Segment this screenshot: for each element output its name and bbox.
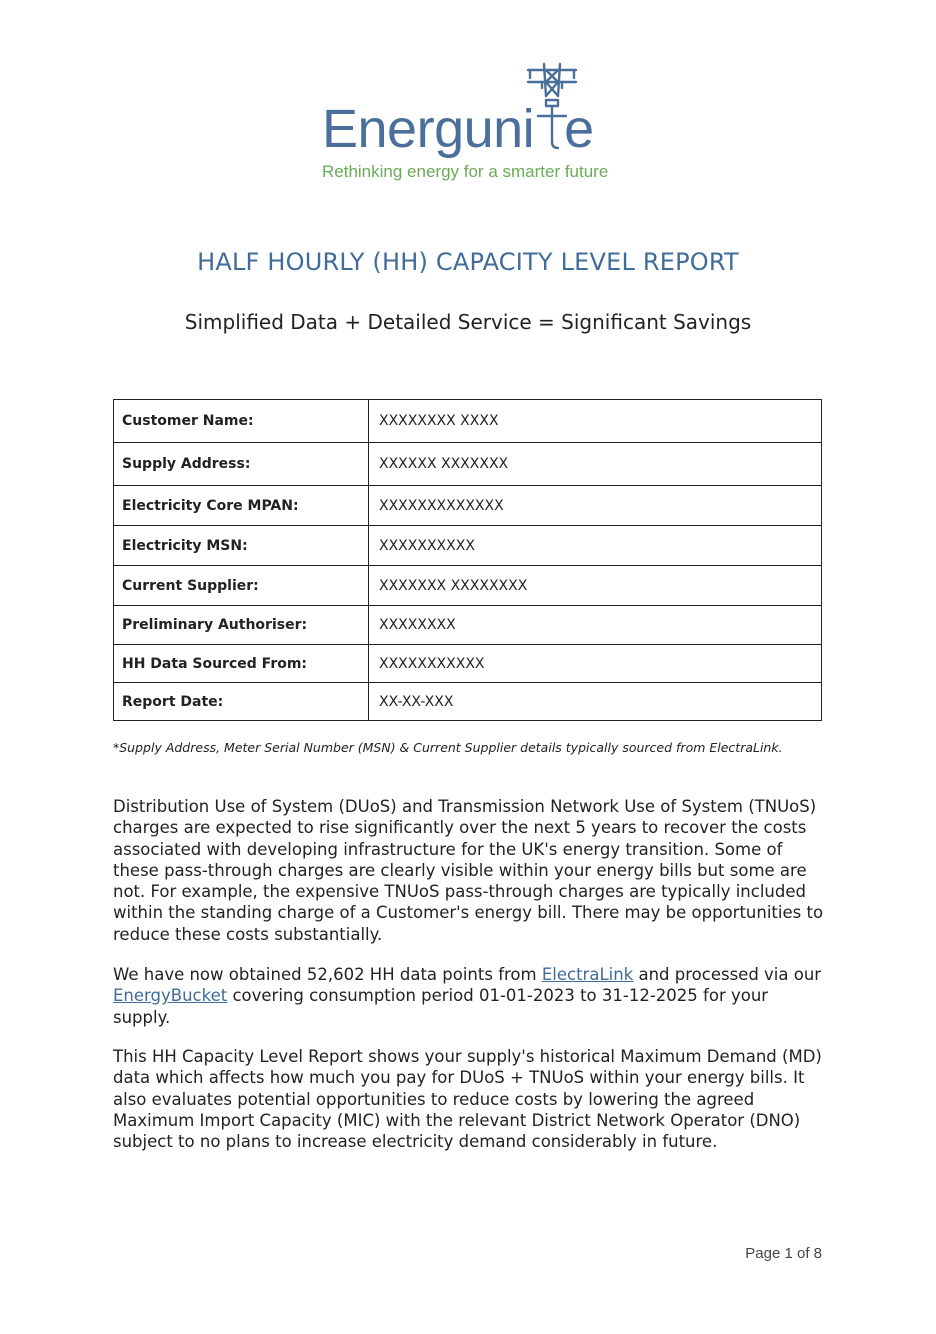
row-value: XXXXXX XXXXXXX <box>369 443 822 486</box>
electralink-link[interactable]: ElectraLink <box>541 965 634 984</box>
row-value: XXXXXXX XXXXXXXX <box>369 566 822 606</box>
report-subtitle: Simplified Data + Detailed Service = Significant Savings <box>184 310 752 334</box>
paragraph-text: covering consumption period 01-01-2023 to 31-12-2025 for your supply. <box>113 986 769 1027</box>
row-label: Customer Name: <box>114 400 369 443</box>
table-row <box>114 645 822 683</box>
table-row <box>114 443 822 486</box>
paragraph-report-overview: This HH Capacity Level Report shows your supply's historical Maximum Demand (MD) data which affects how much you pay for DUoS + TNUoS within your energy bills. It also evaluates potential opportunities to reduce costs by lowering the agreed Maximum Import Capacity (MIC) with the relevant District Network Operator (DNO) subject to no plans to increase electricity demand considerably in future. <box>113 1047 822 1152</box>
row-value: XXXXXXXX XXXX <box>369 400 822 443</box>
logo <box>300 60 640 190</box>
row-value: XXXXXXXXXXX <box>369 645 822 683</box>
table-row <box>114 566 822 606</box>
table-row <box>114 683 822 721</box>
row-value: XXXXXXXXXX <box>369 526 822 566</box>
table-row <box>114 400 822 443</box>
brand-name-left: Energuni <box>322 99 535 159</box>
brand-name-right: e <box>564 99 594 159</box>
row-value: XXXXXXXXXXXXX <box>369 486 822 526</box>
footnote: *Supply Address, Meter Serial Number (MSN) & Current Supplier details typically sourced from ElectraLink. <box>113 740 783 755</box>
paragraph-text: We have now obtained 52,602 HH data points from <box>113 965 542 984</box>
row-value: XXXXXXXX <box>369 606 822 645</box>
report-title: HALF HOURLY (HH) CAPACITY LEVEL REPORT <box>197 248 739 276</box>
energybucket-link[interactable]: EnergyBucket <box>113 986 228 1006</box>
row-label: Electricity MSN: <box>114 526 369 566</box>
tagline: Rethinking energy for a smarter future <box>322 162 609 181</box>
table-row <box>114 526 822 566</box>
table-row <box>114 606 822 645</box>
row-label: Electricity Core MPAN: <box>114 486 369 526</box>
paragraph-text: and processed via our <box>633 965 822 984</box>
row-label: Preliminary Authoriser: <box>114 606 369 645</box>
details-table <box>113 399 822 721</box>
paragraph-charges: Distribution Use of System (DUoS) and Transmission Network Use of System (TNUoS) charges are expected to rise significantly over the next 5 years to recover the costs associated with developing infrastructure for the UK's energy transition. Some of these pass-through charges are clearly visible within your energy bills but some are not. For example, the expensive TNUoS pass-through charges are typically included within the standing charge of a Customer's energy bill. There may be opportunities to reduce these costs substantially. <box>113 797 824 944</box>
page-number: Page 1 of 8 <box>745 1245 822 1262</box>
row-value: XX-XX-XXX <box>369 683 822 721</box>
power-pylon-icon <box>522 62 582 160</box>
row-label: Supply Address: <box>114 443 369 486</box>
table-row <box>114 486 822 526</box>
row-label: HH Data Sourced From: <box>114 645 369 683</box>
paragraph-data-points <box>113 964 825 1028</box>
row-label: Report Date: <box>114 683 369 721</box>
row-label: Current Supplier: <box>114 566 369 606</box>
